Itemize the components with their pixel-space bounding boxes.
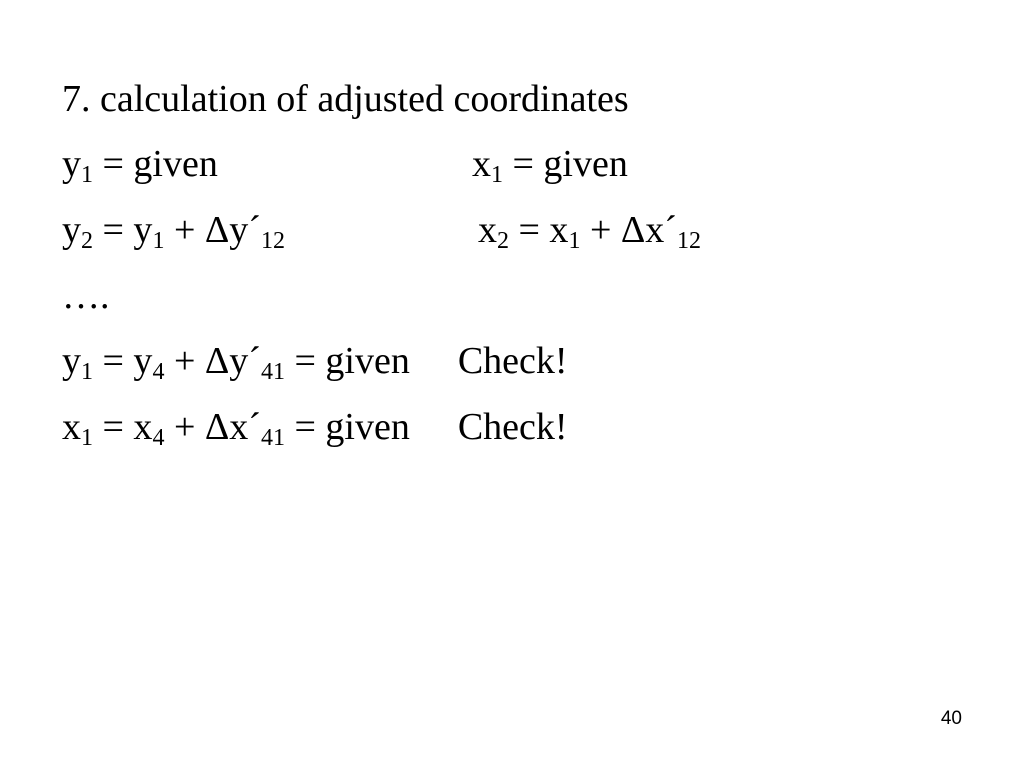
var: y: [62, 340, 81, 382]
subscript: 1: [81, 162, 93, 188]
equation-part: = x: [509, 209, 569, 251]
equation-y2: [62, 209, 285, 254]
var: x: [62, 406, 81, 448]
page-number: 40: [940, 708, 962, 729]
equation-part: = given: [284, 406, 410, 448]
equation-rest: = given: [503, 143, 628, 185]
subscript: 4: [152, 359, 165, 385]
equation-part: + Δx´: [580, 209, 677, 251]
equation-part: + Δx´: [164, 406, 261, 448]
subscript: 4: [152, 425, 165, 451]
check-label: Check!: [457, 406, 568, 448]
equation-part: + Δy´: [164, 209, 261, 251]
var: x: [478, 209, 497, 251]
equation-x2: [478, 209, 701, 254]
var: y: [62, 143, 81, 185]
equation-check-y: [62, 340, 568, 385]
equation-rest: = given: [93, 143, 218, 185]
equation-x1-given: [472, 143, 628, 188]
equation-check-x: [62, 406, 568, 451]
subscript: 1: [568, 228, 581, 254]
subscript: 1: [81, 425, 93, 451]
var: x: [472, 143, 491, 185]
subscript: 2: [81, 228, 93, 254]
subscript: 12: [676, 228, 701, 254]
subscript: 1: [81, 359, 93, 385]
equation-part: = y: [93, 209, 153, 251]
equation-part: = y: [93, 340, 153, 382]
equation-part: = x: [93, 406, 153, 448]
equation-y1-given: [62, 143, 218, 188]
subscript: 12: [260, 228, 285, 254]
subscript: 41: [260, 425, 285, 451]
subscript: 1: [152, 228, 165, 254]
equation-part: + Δy´: [164, 340, 261, 382]
subscript: 2: [497, 228, 509, 254]
var: y: [62, 209, 81, 251]
slide-heading: 7. calculation of adjusted coordinates: [62, 78, 629, 120]
subscript: 41: [260, 359, 285, 385]
check-label: Check!: [457, 340, 568, 382]
ellipsis: ….: [62, 275, 110, 317]
equation-part: = given: [284, 340, 410, 382]
subscript: 1: [491, 162, 503, 188]
